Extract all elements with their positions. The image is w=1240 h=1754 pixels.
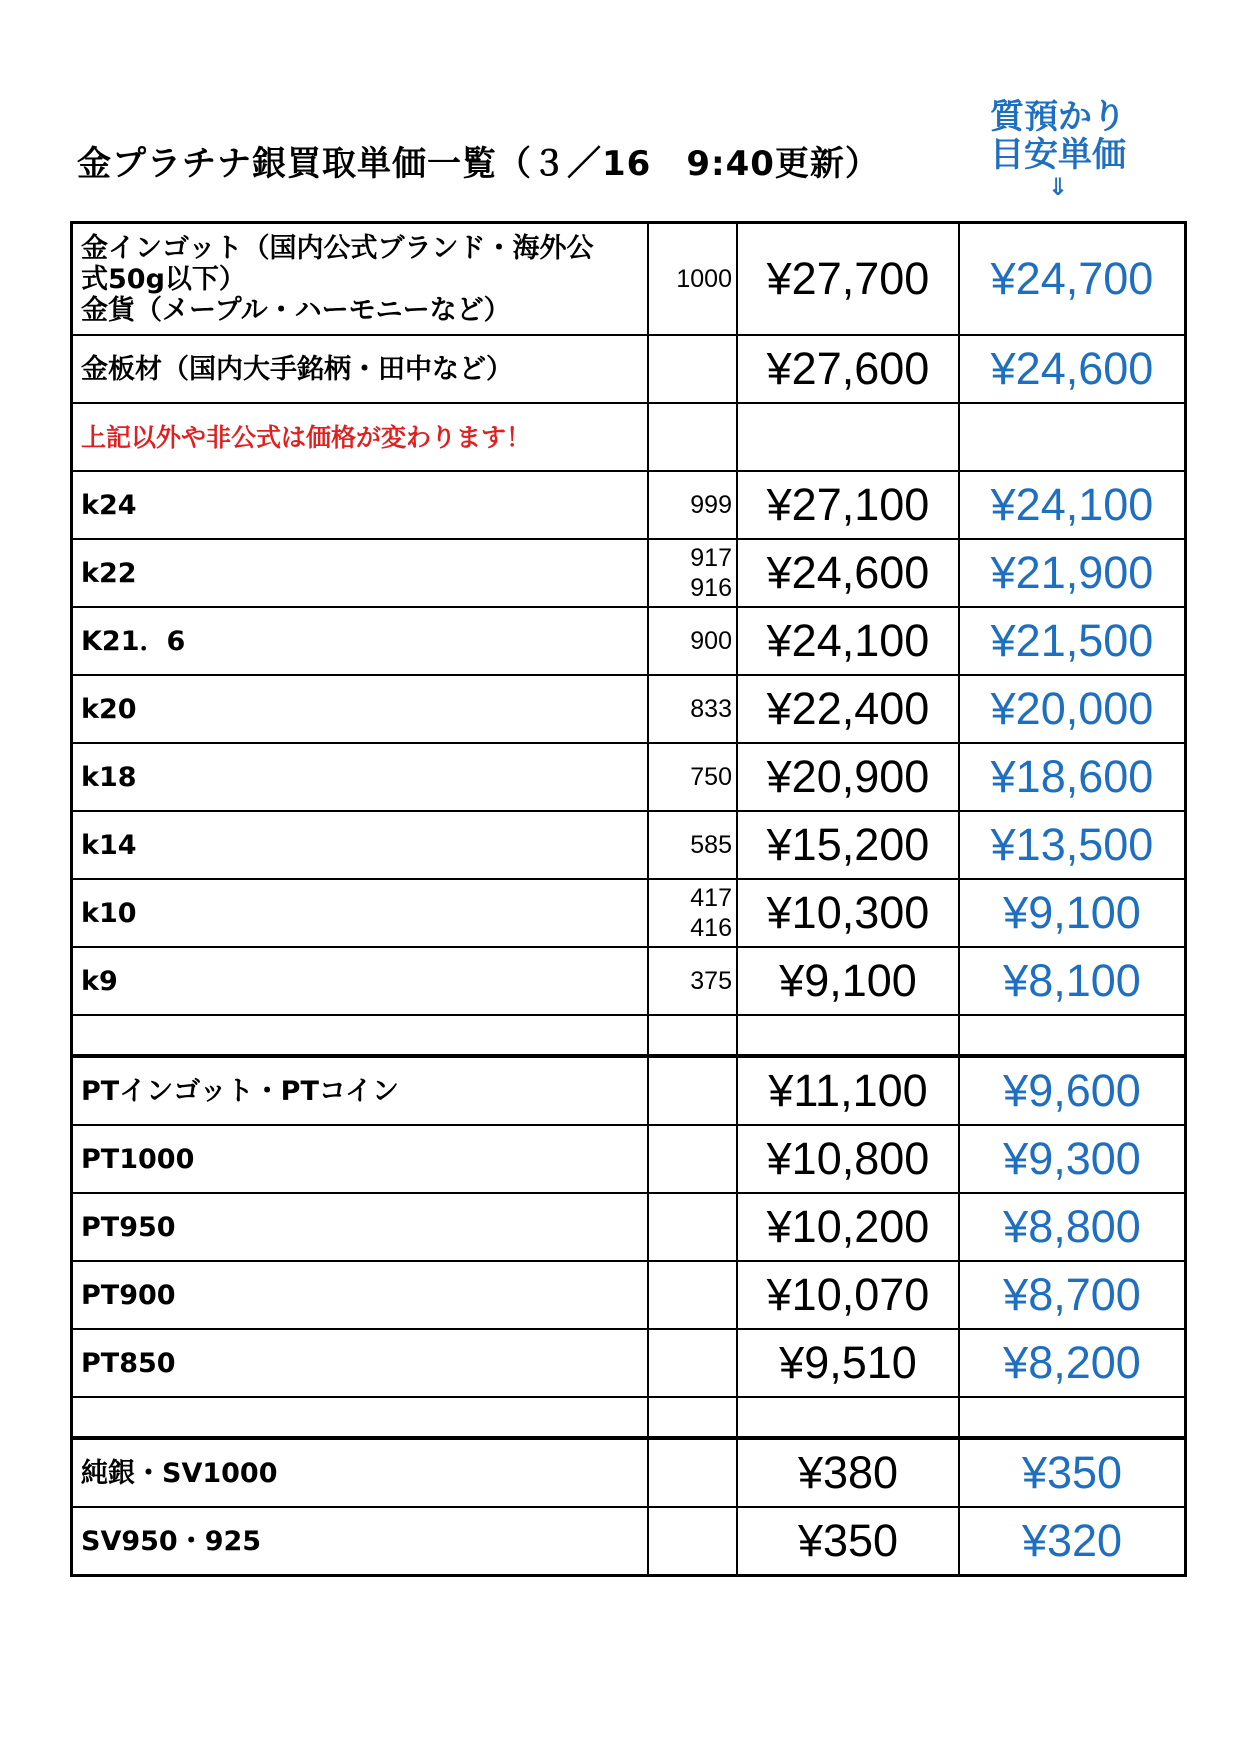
purity-cell xyxy=(648,947,737,1015)
item-name-cell xyxy=(72,1261,649,1329)
item-name-cell xyxy=(72,471,649,539)
item-name-cell xyxy=(72,879,649,947)
purity-cell xyxy=(648,1056,737,1125)
item-name-cell xyxy=(72,811,649,879)
item-name: 金板材（国内大手銘柄・田中など） xyxy=(81,353,513,385)
purity-cell xyxy=(648,811,737,879)
item-name-cell xyxy=(72,223,649,336)
empty-cell xyxy=(737,1015,959,1056)
empty-cell xyxy=(72,1015,649,1056)
item-name-cell xyxy=(72,1507,649,1576)
item-name: 金貨（メープル・ハーモニーなど） xyxy=(81,294,511,326)
purity-value: 417 xyxy=(690,884,732,912)
item-name: 金インゴット（国内公式ブランド・海外公 xyxy=(81,232,594,264)
estimate-price: ¥24,700 xyxy=(959,223,1186,336)
table-row xyxy=(72,1329,1186,1397)
purity-value: 917 xyxy=(690,544,732,572)
table-row xyxy=(72,223,1186,336)
estimate-price: ¥8,200 xyxy=(959,1329,1186,1397)
table-row xyxy=(72,1056,1186,1125)
item-name: 上記以外や非公式は価格が変わります！ xyxy=(81,422,532,452)
table-row xyxy=(72,947,1186,1015)
buy-price: ¥10,200 xyxy=(737,1193,959,1261)
down-arrow-icon: ⇓ xyxy=(1047,173,1069,201)
purity-cell xyxy=(648,403,737,471)
purity-cell xyxy=(648,743,737,811)
item-name-cell xyxy=(72,947,649,1015)
buy-price: ¥22,400 xyxy=(737,675,959,743)
table-row xyxy=(72,743,1186,811)
buy-price: ¥27,100 xyxy=(737,471,959,539)
item-name: PT950 xyxy=(81,1211,176,1243)
purity-value: 833 xyxy=(690,695,732,723)
purity-value: 900 xyxy=(690,627,732,655)
estimate-price: ¥9,600 xyxy=(959,1056,1186,1125)
buy-price: ¥24,600 xyxy=(737,539,959,607)
table-row xyxy=(72,675,1186,743)
buy-price: ¥10,070 xyxy=(737,1261,959,1329)
item-name: k24 xyxy=(81,489,137,521)
table-row xyxy=(72,335,1186,403)
purity-cell xyxy=(648,607,737,675)
item-name: k14 xyxy=(81,829,137,861)
item-name: 式50g以下） xyxy=(81,263,246,295)
purity-cell xyxy=(648,1507,737,1576)
buy-price: ¥27,700 xyxy=(737,223,959,336)
item-name-cell xyxy=(72,1125,649,1193)
item-name: PT850 xyxy=(81,1347,176,1379)
buy-price: ¥10,800 xyxy=(737,1125,959,1193)
empty-cell xyxy=(72,1397,649,1438)
purity-cell xyxy=(648,539,737,607)
estimate-price: ¥21,900 xyxy=(959,539,1186,607)
estimate-price: ¥13,500 xyxy=(959,811,1186,879)
table-row xyxy=(72,1125,1186,1193)
estimate-price: ¥20,000 xyxy=(959,675,1186,743)
item-name: K21．6 xyxy=(81,625,186,657)
table-row xyxy=(72,539,1186,607)
empty-cell xyxy=(737,1397,959,1438)
purity-cell xyxy=(648,1125,737,1193)
buy-price xyxy=(737,403,959,471)
estimate-price: ¥24,100 xyxy=(959,471,1186,539)
table-row xyxy=(72,1261,1186,1329)
estimate-price: ¥9,100 xyxy=(959,879,1186,947)
price-table xyxy=(70,221,1187,1577)
buy-price: ¥380 xyxy=(737,1438,959,1507)
buy-price: ¥24,100 xyxy=(737,607,959,675)
estimate-price: ¥350 xyxy=(959,1438,1186,1507)
item-name: k9 xyxy=(81,965,118,997)
item-name: 純銀・SV1000 xyxy=(81,1457,278,1489)
estimate-header-line2: 目安単価 xyxy=(990,135,1126,175)
item-name-cell xyxy=(72,675,649,743)
buy-price: ¥20,900 xyxy=(737,743,959,811)
item-name-cell xyxy=(72,1329,649,1397)
purity-value: 416 xyxy=(690,914,732,942)
purity-cell xyxy=(648,471,737,539)
estimate-header-line1: 質預かり xyxy=(990,97,1126,137)
table-row xyxy=(72,1193,1186,1261)
estimate-column-header xyxy=(958,98,1158,200)
price-table-body xyxy=(72,223,1186,1576)
buy-price: ¥350 xyxy=(737,1507,959,1576)
purity-cell xyxy=(648,879,737,947)
purity-value: 585 xyxy=(690,831,732,859)
item-name: PTインゴット・PTコイン xyxy=(81,1075,400,1107)
item-name: k18 xyxy=(81,761,137,793)
warning-note xyxy=(72,403,649,471)
item-name: SV950・925 xyxy=(81,1525,262,1557)
table-row xyxy=(72,403,1186,471)
purity-cell xyxy=(648,1261,737,1329)
buy-price: ¥11,100 xyxy=(737,1056,959,1125)
estimate-price: ¥9,300 xyxy=(959,1125,1186,1193)
estimate-price: ¥8,800 xyxy=(959,1193,1186,1261)
table-row xyxy=(72,811,1186,879)
estimate-price: ¥24,600 xyxy=(959,335,1186,403)
table-row xyxy=(72,607,1186,675)
item-name-cell xyxy=(72,1056,649,1125)
table-row xyxy=(72,879,1186,947)
buy-price: ¥27,600 xyxy=(737,335,959,403)
purity-value: 750 xyxy=(690,763,732,791)
purity-cell xyxy=(648,1329,737,1397)
estimate-price: ¥21,500 xyxy=(959,607,1186,675)
estimate-price: ¥8,700 xyxy=(959,1261,1186,1329)
empty-cell xyxy=(648,1015,737,1056)
item-name: k22 xyxy=(81,557,137,589)
estimate-price: ¥320 xyxy=(959,1507,1186,1576)
table-row xyxy=(72,1507,1186,1576)
purity-cell xyxy=(648,1438,737,1507)
spacer-row xyxy=(72,1397,1186,1438)
item-name: PT1000 xyxy=(81,1143,195,1175)
item-name-cell xyxy=(72,1193,649,1261)
empty-cell xyxy=(648,1397,737,1438)
table-row xyxy=(72,1438,1186,1507)
buy-price: ¥9,100 xyxy=(737,947,959,1015)
item-name-cell xyxy=(72,539,649,607)
item-name-cell xyxy=(72,607,649,675)
buy-price: ¥9,510 xyxy=(737,1329,959,1397)
table-row xyxy=(72,471,1186,539)
estimate-price: ¥18,600 xyxy=(959,743,1186,811)
item-name: k10 xyxy=(81,897,137,929)
spacer-row xyxy=(72,1015,1186,1056)
purity-cell xyxy=(648,675,737,743)
item-name: PT900 xyxy=(81,1279,176,1311)
purity-cell xyxy=(648,335,737,403)
purity-value: 999 xyxy=(690,491,732,519)
item-name: k20 xyxy=(81,693,137,725)
empty-cell xyxy=(959,1015,1186,1056)
page-title: 金プラチナ銀買取単価一覧（３／16 9:40更新） xyxy=(77,144,880,184)
estimate-price xyxy=(959,403,1186,471)
purity-value: 916 xyxy=(690,574,732,602)
buy-price: ¥10,300 xyxy=(737,879,959,947)
estimate-price: ¥8,100 xyxy=(959,947,1186,1015)
item-name-cell xyxy=(72,335,649,403)
purity-cell xyxy=(648,1193,737,1261)
empty-cell xyxy=(959,1397,1186,1438)
item-name-cell xyxy=(72,743,649,811)
buy-price: ¥15,200 xyxy=(737,811,959,879)
purity-value: 375 xyxy=(690,967,732,995)
purity-value: 1000 xyxy=(676,265,732,293)
purity-cell xyxy=(648,223,737,336)
item-name-cell xyxy=(72,1438,649,1507)
